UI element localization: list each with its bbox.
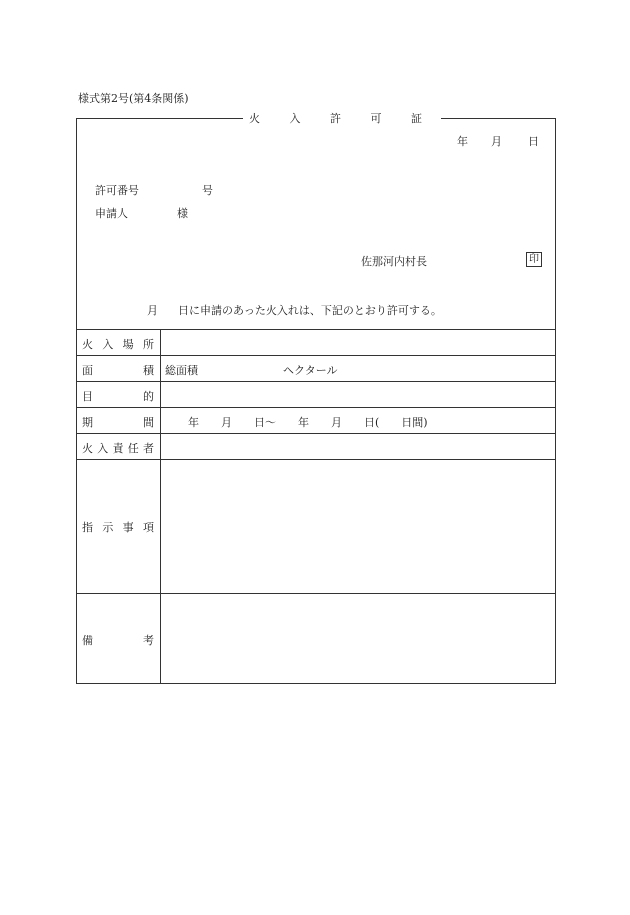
date-month: 月 <box>491 135 502 148</box>
char: 責 <box>112 442 124 455</box>
statement-month: 月 <box>147 304 158 317</box>
document-title: 火 入 許 可 証 <box>243 110 441 126</box>
char: 的 <box>143 390 154 403</box>
char: 事 <box>122 521 134 534</box>
char: 入 <box>97 442 109 455</box>
row-divider <box>77 459 555 460</box>
form-reference: 様式第2号(第4条関係) <box>78 92 189 105</box>
table-top-line <box>77 329 555 330</box>
char: 間 <box>143 416 154 429</box>
date-year: 年 <box>457 135 468 148</box>
char: 任 <box>127 442 139 455</box>
row-divider <box>77 433 555 434</box>
date-day: 日 <box>528 135 539 148</box>
period-label <box>82 414 154 430</box>
char: 所 <box>142 338 154 351</box>
row-divider <box>77 355 555 356</box>
seal-stamp: 印 <box>526 252 542 267</box>
char: 備 <box>82 634 93 647</box>
statement-text: 日に申請のあった火入れは、下記のとおり許可する。 <box>178 304 442 317</box>
applicant-label: 申請人 <box>95 207 128 220</box>
char: 考 <box>143 634 154 647</box>
period-value: 年 月 日〜 年 月 日( 日間) <box>188 416 428 429</box>
row-divider <box>77 407 555 408</box>
char: 積 <box>143 364 154 377</box>
area-total-label: 総面積 <box>165 364 198 377</box>
issuer-name: 佐那河内村長 <box>361 255 427 268</box>
applicant-suffix: 様 <box>177 207 188 220</box>
char: 火 <box>82 442 93 455</box>
char: 目 <box>82 390 93 403</box>
char: 者 <box>143 442 154 455</box>
char: 示 <box>102 521 114 534</box>
row-divider <box>77 381 555 382</box>
char: 期 <box>82 416 93 429</box>
area-unit: ヘクタール <box>283 364 338 377</box>
char: 火 <box>82 338 93 351</box>
purpose-label <box>82 388 154 404</box>
remarks-label <box>82 632 154 648</box>
permit-number-label: 許可番号 <box>95 184 139 197</box>
char: 場 <box>122 338 134 351</box>
instructions-label <box>82 519 154 535</box>
char: 指 <box>82 521 93 534</box>
char: 項 <box>142 521 154 534</box>
column-divider <box>160 329 161 683</box>
row-divider <box>77 593 555 594</box>
char: 面 <box>82 364 93 377</box>
place-label <box>82 336 154 352</box>
responsible-label <box>82 440 154 456</box>
permit-number-suffix: 号 <box>202 184 213 197</box>
permit-frame <box>76 118 556 684</box>
area-label <box>82 362 154 378</box>
char: 入 <box>102 338 114 351</box>
